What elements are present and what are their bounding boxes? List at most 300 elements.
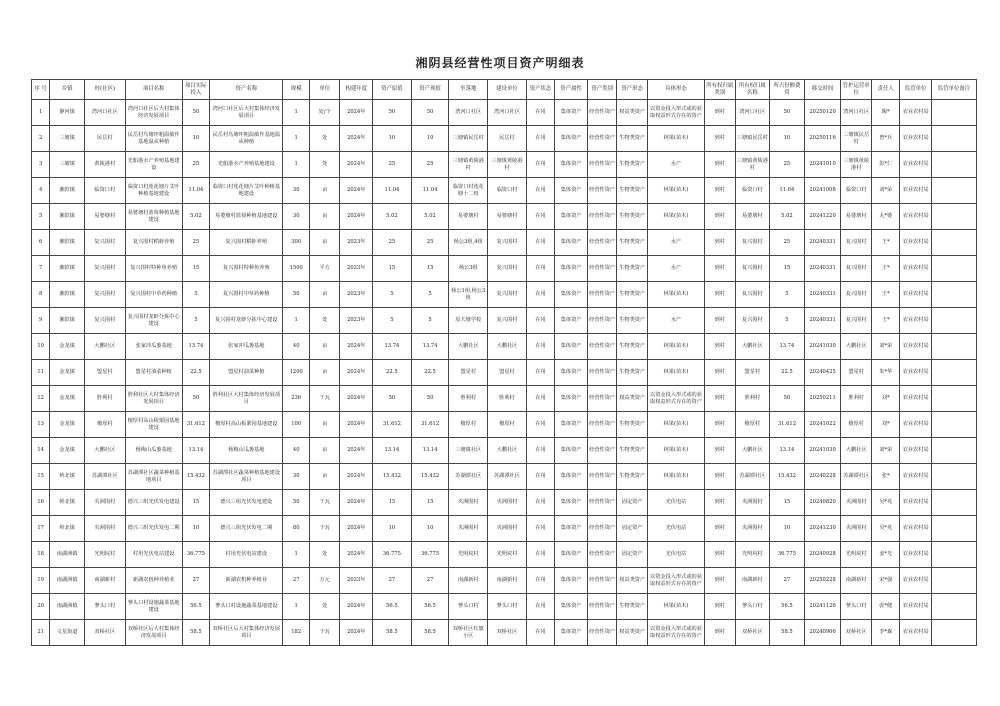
table-cell: 生物类资产	[617, 256, 648, 282]
table-cell: 双桥社区后大村集体经济发展项目	[210, 620, 283, 646]
table-cell: 湘滨镇	[50, 282, 85, 308]
table-cell: 民岳村鸟塘坪粗温敏作基地温从种植	[210, 126, 283, 152]
table-cell: 经营性资产	[587, 360, 617, 386]
table-cell: 2024年	[340, 360, 373, 386]
table-cell: 经营性资产	[587, 620, 617, 646]
table-cell: 大鹏社区	[84, 438, 125, 464]
table-cell: 易婆塘村	[449, 204, 488, 230]
table-cell: 集体资产	[555, 620, 588, 646]
table-cell: 在用	[526, 204, 555, 230]
column-header: 资产原值	[373, 80, 412, 100]
table-cell: 大鹏社区	[488, 334, 527, 360]
table-cell: 湾河口社区后大村集体经济发展项目	[125, 100, 182, 126]
table-cell: 刘*	[871, 386, 900, 412]
table-cell: 农业农村局	[900, 438, 932, 464]
table-cell: 三塘镇	[50, 126, 85, 152]
table-cell: 15	[373, 256, 412, 282]
column-header: 项目实际投入	[182, 80, 209, 100]
table-cell: 易婆塘村蓝莓种植基地建设	[210, 204, 283, 230]
table-cell: 苏湖潭社区	[449, 464, 488, 490]
table-cell: 50	[373, 386, 412, 412]
table-cell	[932, 594, 977, 620]
table-cell: 10	[182, 516, 209, 542]
table-cell: 15	[373, 490, 412, 516]
table-cell: 亩	[309, 334, 340, 360]
table-cell: 5.02	[411, 204, 449, 230]
table-cell: 生物类资产	[617, 594, 648, 620]
table-cell: 2024年	[340, 204, 373, 230]
table-cell: 湘滨镇	[50, 308, 85, 334]
table-cell: 31.612	[770, 412, 805, 438]
table-cell: 20241030	[804, 334, 841, 360]
table-cell: 处	[309, 308, 340, 334]
table-cell: 光明垸村	[735, 542, 770, 568]
table-cell: 在用	[526, 464, 555, 490]
table-cell: 盟星村	[488, 360, 527, 386]
table-cell: 复兴围村	[488, 256, 527, 282]
table-cell: 集体资产	[555, 100, 588, 126]
column-header: 资产属性	[555, 80, 588, 100]
table-row	[32, 360, 977, 386]
table-row	[32, 464, 977, 490]
table-cell: 复兴围村	[735, 230, 770, 256]
table-cell: 到村	[704, 100, 735, 126]
table-cell: 南湖新村	[488, 568, 527, 594]
table-cell: 到村	[704, 490, 735, 516]
table-cell: 张家冲瓜蒌基地	[125, 334, 182, 360]
table-row	[32, 334, 977, 360]
table-cell: 25	[770, 230, 805, 256]
table-cell: 湘滨镇	[50, 230, 85, 256]
table-cell: 胜利村	[735, 386, 770, 412]
table-cell: 50	[411, 386, 449, 412]
table-cell: 胜利村	[449, 386, 488, 412]
table-cell: 农业农村局	[900, 386, 932, 412]
table-cell: 权益类资产	[617, 100, 648, 126]
table-cell: 20240228	[804, 464, 841, 490]
table-cell: 光明垸村	[841, 542, 872, 568]
table-cell: 集体资产	[555, 282, 588, 308]
table-cell: 经营性资产	[587, 464, 617, 490]
table-cell: 处/个	[309, 100, 340, 126]
table-cell: 檀厚村	[84, 412, 125, 438]
table-cell: 15	[182, 490, 209, 516]
table-cell: 经营性资产	[587, 100, 617, 126]
table-cell: 5	[411, 308, 449, 334]
table-cell	[932, 152, 977, 178]
table-cell: 民岳村	[84, 126, 125, 152]
table-cell: 20241220	[804, 204, 841, 230]
table-cell: 到村	[704, 464, 735, 490]
table-cell: 到村	[704, 542, 735, 568]
table-cell: 复兴围村	[841, 230, 872, 256]
table-row	[32, 490, 977, 516]
table-cell: 杨梅山瓜蒌基地	[210, 438, 283, 464]
table-cell: 德兴三组光伏发电建设	[210, 490, 283, 516]
table-cell: 农业农村局	[900, 334, 932, 360]
table-cell: 复兴围村特种鱼养殖	[210, 256, 283, 282]
table-cell: 大鹏社区	[488, 438, 527, 464]
table-cell: 经营性资产	[587, 256, 617, 282]
table-cell: 村用光伏电站建设	[210, 542, 283, 568]
table-cell	[932, 178, 977, 204]
column-header: 村(社区)	[84, 80, 125, 100]
table-cell: 杨梅山瓜蒌基地	[125, 438, 182, 464]
table-cell: 在用	[526, 516, 555, 542]
table-cell: 光明垸村	[488, 542, 527, 568]
table-cell: 光伏电站	[647, 516, 704, 542]
table-cell: 农业农村局	[900, 256, 932, 282]
table-cell: 15	[182, 256, 209, 282]
table-cell: 蓼头口村设施蔬菜基地建设	[210, 594, 283, 620]
table-cell: 27	[411, 568, 449, 594]
table-cell: 集体资产	[555, 464, 588, 490]
table-cell: 经营性资产	[587, 308, 617, 334]
table-cell: 5	[182, 308, 209, 334]
table-cell: 15	[411, 490, 449, 516]
table-cell: 31.612	[373, 412, 412, 438]
table-cell: 农业农村局	[900, 230, 932, 256]
table-cell: 以资金投入形式或的获取权益形式存在的资产	[647, 386, 704, 412]
table-cell: 80	[283, 516, 309, 542]
table-cell: 金龙镇	[50, 438, 85, 464]
table-cell: 集体资产	[555, 256, 588, 282]
table-cell: 彭*仁	[871, 152, 900, 178]
table-cell: 40	[283, 438, 309, 464]
table-cell: 盟星村	[735, 360, 770, 386]
table-cell: 生物类资产	[617, 178, 648, 204]
table-cell: 农业农村局	[900, 178, 932, 204]
table-cell: 蓼头口村	[449, 594, 488, 620]
column-header: 资产现值	[411, 80, 449, 100]
table-cell: 5	[373, 308, 412, 334]
table-cell: 复兴围村	[84, 308, 125, 334]
table-row	[32, 386, 977, 412]
table-cell: 20240331	[804, 256, 841, 282]
table-cell: 20241022	[804, 412, 841, 438]
table-cell: 50	[182, 386, 209, 412]
column-header: 乡镇	[50, 80, 85, 100]
table-cell: 金龙镇	[50, 412, 85, 438]
table-cell: 2024年	[340, 152, 373, 178]
table-cell: 光明垸村	[84, 542, 125, 568]
table-cell: 集体资产	[555, 516, 588, 542]
table-cell: 生物类资产	[617, 464, 648, 490]
table-cell: 20240820	[804, 490, 841, 516]
table-cell: 复兴围村	[841, 308, 872, 334]
table-cell: 2024年	[340, 594, 373, 620]
table-cell: 5	[182, 282, 209, 308]
table-cell: 2023年	[340, 256, 373, 282]
table-cell: 林果(苗木)	[647, 334, 704, 360]
column-header: 资产状态	[526, 80, 555, 100]
table-cell: 19	[32, 568, 50, 594]
table-cell: 20240331	[804, 230, 841, 256]
table-cell: 复兴围村中草药种植	[125, 282, 182, 308]
asset-table	[31, 79, 977, 646]
table-cell: 30	[283, 178, 309, 204]
table-cell: 大鹏社区	[841, 334, 872, 360]
table-cell: 集体资产	[555, 360, 588, 386]
table-cell: 20241126	[804, 594, 841, 620]
table-cell: 民岳村	[488, 126, 527, 152]
table-cell	[932, 438, 977, 464]
table-cell: 金龙镇	[50, 386, 85, 412]
table-cell: 临资口村	[841, 178, 872, 204]
table-cell: 夹洲围村	[735, 516, 770, 542]
table-cell: 5.02	[182, 204, 209, 230]
column-header: 序 号	[32, 80, 50, 100]
table-cell: 经营性资产	[587, 490, 617, 516]
table-cell: 农业农村局	[900, 542, 932, 568]
table-cell: 5	[32, 204, 50, 230]
table-cell: 德兴三组光伏发电二期	[125, 516, 182, 542]
table-cell: 复兴围村	[84, 282, 125, 308]
table-cell: 岭北镇	[50, 490, 85, 516]
table-cell: 在用	[526, 100, 555, 126]
table-cell: 58.5	[373, 620, 412, 646]
table-cell: 在用	[526, 490, 555, 516]
table-cell: 36.775	[411, 542, 449, 568]
table-cell: 集体资产	[555, 334, 588, 360]
table-cell: 亩	[309, 464, 340, 490]
table-cell: 到村	[704, 438, 735, 464]
table-cell: 经营性资产	[587, 126, 617, 152]
table-cell: 蓼头口村	[735, 594, 770, 620]
table-cell: 2	[32, 126, 50, 152]
table-cell: 光船港水产养殖基地建设	[125, 152, 182, 178]
table-cell	[932, 542, 977, 568]
table-cell: 双桥社区	[84, 620, 125, 646]
table-cell: 农业农村局	[900, 490, 932, 516]
table-cell: 胜利社区大村集体经济发展项目	[125, 386, 182, 412]
table-cell: 易婆塘村	[84, 204, 125, 230]
table-cell: 林果(苗木)	[647, 282, 704, 308]
table-cell: 100	[283, 412, 309, 438]
table-cell: 檀厚村高山板栗园基地建设	[125, 412, 182, 438]
table-cell: 临资口村莲花塘片艾叶种植基地建设	[210, 178, 283, 204]
table-cell: 20241230	[804, 516, 841, 542]
table-cell: 南湖新村	[84, 568, 125, 594]
table-cell: 在用	[526, 282, 555, 308]
table-cell: 杨公3组	[449, 256, 488, 282]
table-cell: 固定资产	[617, 542, 648, 568]
table-cell: 在用	[526, 386, 555, 412]
table-cell: 20240928	[804, 542, 841, 568]
table-cell: 水产	[647, 152, 704, 178]
table-cell: 临资口村莲花塘十二组	[449, 178, 488, 204]
table-cell: 处	[309, 542, 340, 568]
table-cell: 13.14	[182, 438, 209, 464]
table-cell: 苏湖潭社区	[841, 464, 872, 490]
table-cell: 权益类资产	[617, 386, 648, 412]
table-cell: 南湖洲镇	[50, 542, 85, 568]
table-cell: 27	[770, 568, 805, 594]
table-cell: 经营性资产	[587, 282, 617, 308]
table-cell: 经营性资产	[587, 204, 617, 230]
column-header: 坐落地	[449, 80, 488, 100]
table-cell: 临资口村	[735, 178, 770, 204]
table-cell: 2024年	[340, 542, 373, 568]
table-cell: 到村	[704, 204, 735, 230]
table-cell: 亩	[309, 230, 340, 256]
table-cell: 农业农村局	[900, 100, 932, 126]
column-header: 规模	[283, 80, 309, 100]
table-cell: 处	[309, 126, 340, 152]
table-cell: 22.5	[182, 360, 209, 386]
table-cell: 集体资产	[555, 542, 588, 568]
table-cell	[932, 308, 977, 334]
table-cell: 杨公3组,4组	[449, 230, 488, 256]
table-header	[32, 80, 977, 100]
table-cell: 刘*荣	[871, 438, 900, 464]
table-cell: 张*	[871, 464, 900, 490]
table-cell: 盟星村油菜种植	[125, 360, 182, 386]
table-cell: 25	[373, 152, 412, 178]
table-cell: 固定资产	[617, 490, 648, 516]
table-cell: 夹洲围村	[84, 490, 125, 516]
table-cell: 25	[411, 152, 449, 178]
table-cell: 15	[32, 464, 50, 490]
table-cell: 13.14	[373, 438, 412, 464]
table-cell: 6	[32, 230, 50, 256]
table-cell: 11.04	[411, 178, 449, 204]
table-cell: 36.775	[770, 542, 805, 568]
table-cell: 权益类资产	[617, 568, 648, 594]
table-cell: 农业农村局	[900, 282, 932, 308]
table-cell: 13.14	[411, 438, 449, 464]
table-cell: 1	[32, 100, 50, 126]
table-cell: 16	[32, 490, 50, 516]
table-cell: 经营性资产	[587, 230, 617, 256]
table-cell	[932, 412, 977, 438]
table-cell: 13.14	[770, 438, 805, 464]
table-cell: 27	[283, 568, 309, 594]
table-cell: 吴*兆	[871, 516, 900, 542]
table-cell: 2024年	[340, 334, 373, 360]
table-cell: 到村	[704, 516, 735, 542]
table-cell: 三塘镇民岳村	[449, 126, 488, 152]
table-cell: 水产	[647, 308, 704, 334]
table-cell: 1	[283, 308, 309, 334]
table-cell: 10	[373, 516, 412, 542]
table-cell: 民岳村鸟塘坪粗温敏作基地温从种植	[125, 126, 182, 152]
table-cell: 檀厚村高山板栗园基地建设	[210, 412, 283, 438]
table-cell: 集体资产	[555, 490, 588, 516]
table-cell: 7	[32, 256, 50, 282]
table-cell: 夹洲围村	[488, 490, 527, 516]
table-cell: 夹洲围村	[735, 490, 770, 516]
table-cell: 苏湖潭社区蔬菜种植基地建设项目	[210, 464, 283, 490]
table-cell: 蓼头口村	[841, 594, 872, 620]
table-cell: 生物类资产	[617, 308, 648, 334]
table-cell: 在用	[526, 152, 555, 178]
column-header: 具体形态	[647, 80, 704, 100]
table-cell: 岭北镇	[50, 464, 85, 490]
table-cell: 生物类资产	[617, 152, 648, 178]
table-cell: 临资口村	[84, 178, 125, 204]
table-cell: 盟星村	[84, 360, 125, 386]
table-cell: 湾河口社区	[84, 100, 125, 126]
column-header: 单位	[309, 80, 340, 100]
table-cell: 易婆塘村蓝莓种植基地建设	[125, 204, 182, 230]
table-cell: 复兴围村	[841, 282, 872, 308]
table-cell: 集体资产	[555, 386, 588, 412]
table-cell	[932, 256, 977, 282]
table-body	[32, 100, 977, 646]
table-cell: 三塘镇黄陵港村	[449, 152, 488, 178]
column-header: 监管单位	[900, 80, 932, 100]
table-cell: 集体资产	[555, 438, 588, 464]
table-cell: 50	[283, 282, 309, 308]
table-row	[32, 594, 977, 620]
table-cell: 15.432	[770, 464, 805, 490]
table-cell: 集体资产	[555, 412, 588, 438]
table-cell: 22.5	[770, 360, 805, 386]
table-cell: 经营性资产	[587, 386, 617, 412]
table-cell: 金龙镇	[50, 360, 85, 386]
table-cell: 三塘镇民岳村	[841, 126, 872, 152]
table-cell: 苏湖潭社区蔬菜种植基地项目	[125, 464, 182, 490]
table-cell: 2024年	[340, 100, 373, 126]
table-cell: 以资金投入形式或的获取权益形式存在的资产	[647, 100, 704, 126]
column-header: 所占份额费用	[770, 80, 805, 100]
table-cell: 王*	[871, 308, 900, 334]
table-cell: 236	[283, 386, 309, 412]
table-cell: 50	[182, 100, 209, 126]
table-cell: 10	[770, 126, 805, 152]
table-cell: 复兴围村	[841, 256, 872, 282]
table-cell: 湾河口社区后大村集体经济发展项目	[210, 100, 283, 126]
table-cell: 11.04	[182, 178, 209, 204]
table-cell: 双桥社区	[841, 620, 872, 646]
table-cell	[932, 490, 977, 516]
table-cell: 15.432	[182, 464, 209, 490]
table-cell	[932, 334, 977, 360]
table-cell: 湾河口社区	[735, 100, 770, 126]
table-cell: 11	[32, 360, 50, 386]
table-cell: 蓼头口村	[84, 594, 125, 620]
table-cell: 2024年	[340, 126, 373, 152]
table-cell: 胜利社区大村集体经济发展项目	[210, 386, 283, 412]
table-cell: 25	[373, 230, 412, 256]
table-cell: 13.74	[373, 334, 412, 360]
table-cell: 到村	[704, 360, 735, 386]
header-row	[32, 80, 977, 100]
table-cell: 在用	[526, 542, 555, 568]
table-cell: 2024年	[340, 516, 373, 542]
table-cell: 权益类资产	[617, 620, 648, 646]
table-cell: 到村	[704, 282, 735, 308]
table-cell: 生物类资产	[617, 360, 648, 386]
table-cell: 17	[32, 516, 50, 542]
document-title: 湘阴县经营性项目资产明细表	[415, 56, 585, 70]
table-row	[32, 100, 977, 126]
table-cell: 湘滨镇	[50, 256, 85, 282]
table-cell: 15	[411, 256, 449, 282]
table-cell: 李*森	[871, 620, 900, 646]
table-cell: 11.04	[770, 178, 805, 204]
table-cell: 丸*婆	[871, 204, 900, 230]
table-cell: 20250120	[804, 100, 841, 126]
table-row	[32, 568, 977, 594]
table-cell: 到村	[704, 334, 735, 360]
table-cell: 经营性资产	[587, 152, 617, 178]
table-cell	[932, 282, 977, 308]
table-cell: 农业农村局	[900, 464, 932, 490]
table-cell: 农业农村局	[900, 594, 932, 620]
table-cell: 在用	[526, 620, 555, 646]
